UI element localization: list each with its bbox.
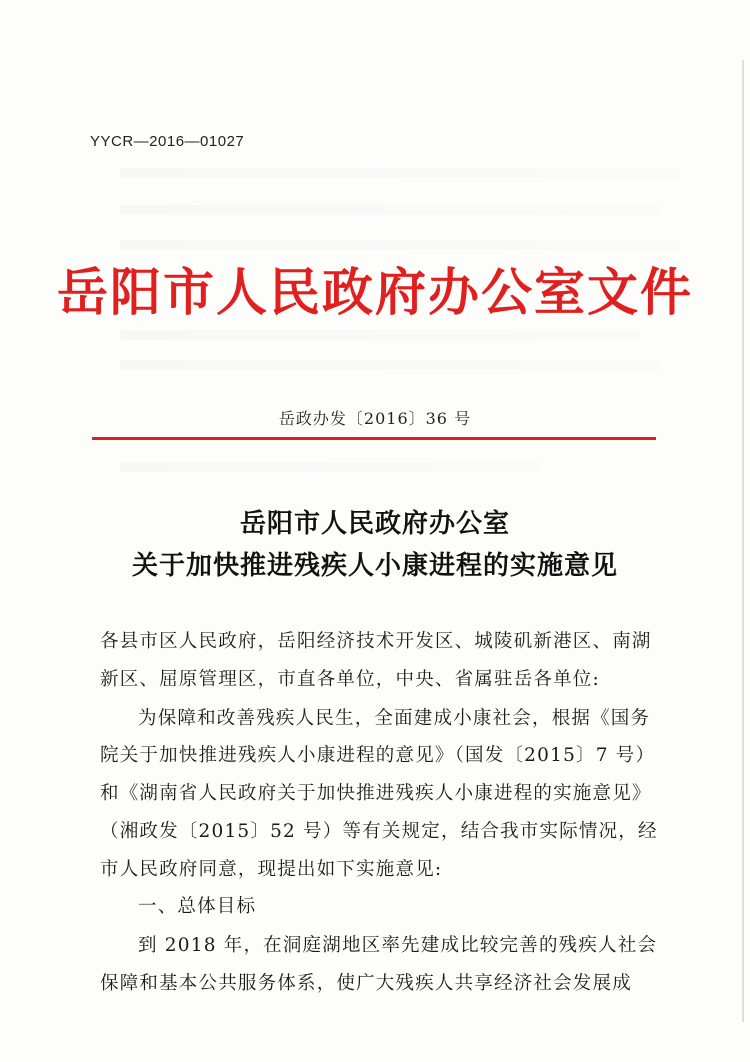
page-edge-shadow — [742, 60, 744, 1022]
document-header-title: 岳阳市人民政府办公室文件 — [56, 263, 693, 323]
red-divider-line — [92, 437, 656, 440]
body-line: 保障和基本公共服务体系，使广大残疾人共享经济社会发展成 — [100, 973, 632, 994]
bleed-through-mark — [120, 360, 660, 370]
bleed-through-mark — [120, 168, 680, 178]
document-title-line-1: 岳阳市人民政府办公室 — [239, 509, 510, 539]
bleed-through-mark — [120, 330, 640, 340]
bleed-through-mark — [120, 462, 540, 472]
bleed-through-mark — [120, 240, 680, 250]
issue-number: 岳政办发〔2016〕36 号 — [278, 409, 472, 428]
body-line: 为保障和改善残疾人民生，全面建成小康社会，根据《国务 — [138, 708, 651, 729]
bleed-through-mark — [120, 205, 660, 215]
body-line: 市人民政府同意，现提出如下实施意见: — [100, 859, 443, 880]
body-line: 新区、屈原管理区，市直各单位，中央、省属驻岳各单位: — [100, 669, 600, 690]
body-line: 院关于加快推进残疾人小康进程的意见》（国发〔2015〕7 号） — [100, 745, 656, 766]
body-line: 到 2018 年，在洞庭湖地区率先建成比较完善的残疾人社会 — [138, 935, 658, 956]
body-line: 和《湖南省人民政府关于加快推进残疾人小康进程的实施意见》 — [100, 783, 652, 804]
body-line: （湘政发〔2015〕52 号）等有关规定，结合我市实际情况，经 — [100, 821, 658, 842]
section-heading: 一、总体目标 — [138, 896, 257, 917]
document-title-line-2: 关于加快推进残疾人小康进程的实施意见 — [131, 551, 618, 581]
document-code: YYCR—2016—01027 — [90, 133, 245, 150]
body-line: 各县市区人民政府，岳阳经济技术开发区、城陵矶新港区、南湖 — [100, 631, 652, 652]
